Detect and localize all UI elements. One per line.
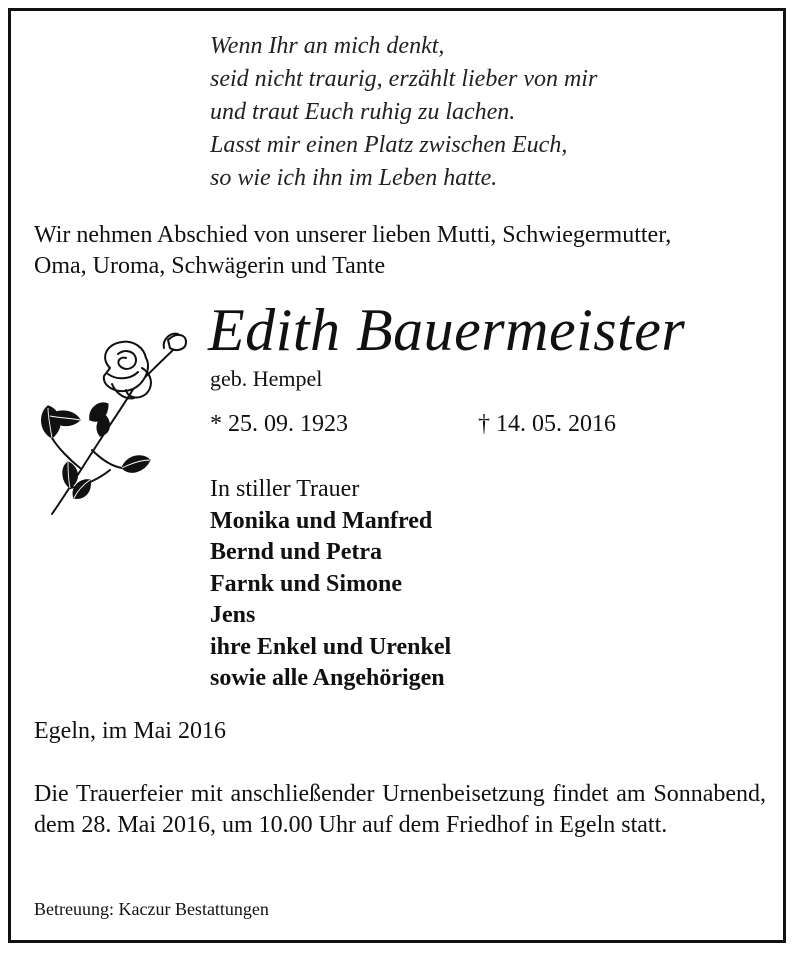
mourner-name: Monika und Manfred <box>210 507 433 534</box>
poem-line: Wenn Ihr an mich denkt, <box>210 33 445 59</box>
death-date: † 14. 05. 2016 <box>478 411 616 437</box>
mourner-name: Jens <box>210 602 256 628</box>
mourner-name: sowie alle Angehörigen <box>210 665 445 691</box>
mourners-lead: In stiller Trauer <box>210 476 360 502</box>
deceased-name: Edith Bauermeister <box>208 297 686 363</box>
ceremony-notice: Die Trauerfeier mit anschließender Urnenbeisetzung findet am Sonnabend, dem 28. Mai 2016, um 10.00 Uhr auf dem Friedhof in Egeln statt. <box>34 781 766 838</box>
poem-line: Lasst mir einen Platz zwischen Euch, <box>210 132 568 158</box>
rose-illustration-icon <box>30 328 200 518</box>
funeral-home-credit: Betreuung: Kaczur Bestattungen <box>34 899 269 919</box>
intro-text <box>34 220 671 282</box>
place-date: Egeln, im Mai 2016 <box>34 718 226 744</box>
poem-line: und traut Euch ruhig zu lachen. <box>210 99 516 125</box>
intro-line: Oma, Uroma, Schwägerin und Tante <box>34 253 386 279</box>
mourner-name: ihre Enkel und Urenkel <box>210 633 452 660</box>
birth-date: * 25. 09. 1923 <box>210 411 348 437</box>
poem-line: seid nicht traurig, erzählt lieber von mir <box>210 66 598 92</box>
poem <box>210 30 597 195</box>
poem-line: so wie ich ihn im Leben hatte. <box>210 165 498 191</box>
mourner-name: Farnk und Simone <box>210 570 403 597</box>
mourners-list <box>210 474 451 695</box>
birth-name: geb. Hempel <box>210 366 323 391</box>
intro-line: Wir nehmen Abschied von unserer lieben Mutti, Schwiegermutter, <box>34 222 672 248</box>
mourner-name: Bernd und Petra <box>210 539 383 565</box>
